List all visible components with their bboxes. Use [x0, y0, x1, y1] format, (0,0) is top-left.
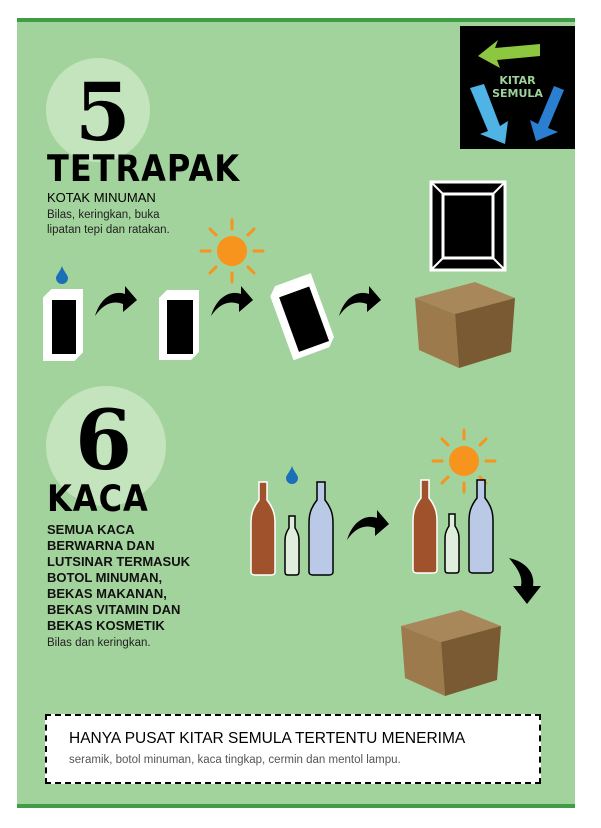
section-6-number: 6 — [75, 393, 133, 489]
section-6-line-2: BERWARNA DAN — [47, 538, 155, 553]
logo-line-2: SEMULA — [492, 87, 543, 100]
brown-bottle-icon — [249, 480, 277, 576]
section-5-body-line-1: Bilas, keringkan, buka — [47, 209, 160, 221]
tetrapak-carton-icon — [42, 290, 84, 360]
brown-bottle-icon — [411, 478, 439, 574]
section-5-subtitle: KOTAK MINUMAN — [47, 190, 156, 205]
section-6-line-3: LUTSINAR TERMASUK — [47, 554, 190, 569]
section-6-line-6: BEKAS VITAMIN DAN — [47, 602, 181, 617]
tetrapak-carton-icon — [157, 290, 201, 360]
kitar-semula-logo — [460, 26, 575, 149]
notice-title: HANYA PUSAT KITAR SEMULA TERTENTU MENERIMA — [69, 730, 466, 747]
section-6-body: Bilas dan keringkan. — [47, 637, 151, 649]
section-6-line-5: BEKAS MAKANAN, — [47, 586, 167, 601]
flat-carton-icon — [429, 180, 507, 272]
clear-bottle-icon — [443, 512, 461, 574]
arrow-down-icon — [505, 556, 549, 606]
sun-icon — [197, 216, 267, 286]
section-6-line-1: SEMUA KACA — [47, 522, 135, 537]
flattened-carton-icon — [273, 276, 335, 356]
logo-line-1: KITAR — [499, 74, 536, 87]
blue-bottle-icon — [467, 478, 495, 574]
section-6-line-7: BEKAS KOSMETIK — [47, 618, 165, 633]
recycling-box-icon — [413, 280, 517, 370]
section-5-body-line-2: lipatan tepi dan ratakan. — [47, 224, 170, 236]
section-6-title: KACA — [47, 476, 149, 521]
water-drop-icon — [55, 266, 69, 284]
section-5-number: 5 — [75, 65, 131, 159]
notice-box — [45, 714, 541, 784]
clear-bottle-icon — [283, 514, 301, 576]
blue-bottle-icon — [307, 480, 335, 576]
section-6-line-4: BOTOL MINUMAN, — [47, 570, 163, 585]
water-drop-icon — [285, 466, 299, 484]
section-5-title: TETRAPAK — [47, 146, 240, 191]
arrow-icon — [345, 508, 389, 548]
notice-subtitle: seramik, botol minuman, kaca tingkap, cermin dan mentol lampu. — [69, 754, 401, 766]
arrow-icon — [337, 284, 381, 324]
arrow-icon — [209, 284, 253, 324]
recycling-box-icon — [399, 608, 503, 698]
poster — [17, 18, 575, 808]
arrow-icon — [93, 284, 137, 324]
